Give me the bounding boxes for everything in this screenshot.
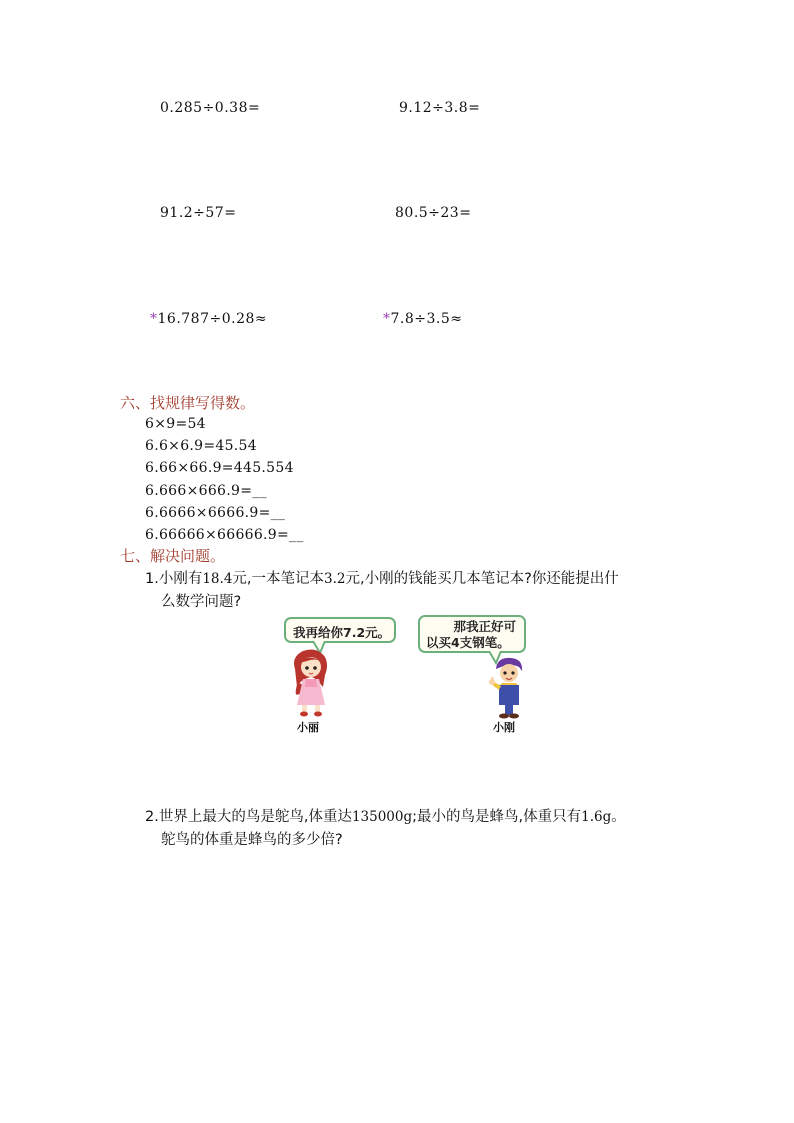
section-heading: 七、解决问题。 bbox=[120, 547, 226, 565]
girl-name-label: 小丽 bbox=[297, 721, 319, 734]
calc-item: 9.12÷3.8= bbox=[399, 100, 481, 116]
pattern-line: 6.66666×66666.9=__ bbox=[145, 527, 304, 543]
pattern-line: 6.6666×6666.9=__ bbox=[145, 505, 286, 521]
problem-2-line-1: 2.世界上最大的鸟是鸵鸟,体重达135000g;最小的鸟是蜂鸟,体重只有1.6g。 bbox=[145, 809, 626, 825]
problem-1-line-2: 么数学问题? bbox=[161, 594, 242, 610]
pattern-line: 6.66×66.9=445.554 bbox=[145, 460, 294, 476]
boy-speech-bubble: 那我正好可 以买4支钢笔。 bbox=[418, 615, 526, 653]
calc-item: 80.5÷23= bbox=[395, 205, 472, 221]
problem-2-line-2: 鸵鸟的体重是蜂鸟的多少倍? bbox=[161, 832, 343, 848]
pattern-line: 6×9=54 bbox=[145, 416, 206, 432]
girl-figure bbox=[287, 647, 335, 717]
calc-item: *7.8÷3.5≈ bbox=[383, 311, 463, 327]
boy-figure bbox=[485, 655, 531, 719]
calc-item: 91.2÷57= bbox=[160, 205, 237, 221]
calc-item: 0.285÷0.38= bbox=[160, 100, 261, 116]
girl-speech-bubble: 我再给你7.2元。 bbox=[284, 617, 396, 643]
calc-item: *16.787÷0.28≈ bbox=[150, 311, 268, 327]
pattern-line: 6.6×6.9=45.54 bbox=[145, 438, 257, 454]
problem-1-line-1: 1.小刚有18.4元,一本笔记本3.2元,小刚的钱能买几本笔记本?你还能提出什 bbox=[145, 571, 619, 587]
section-heading: 六、找规律写得数。 bbox=[120, 394, 256, 412]
pattern-line: 6.666×666.9=__ bbox=[145, 483, 267, 499]
boy-name-label: 小刚 bbox=[493, 721, 515, 734]
